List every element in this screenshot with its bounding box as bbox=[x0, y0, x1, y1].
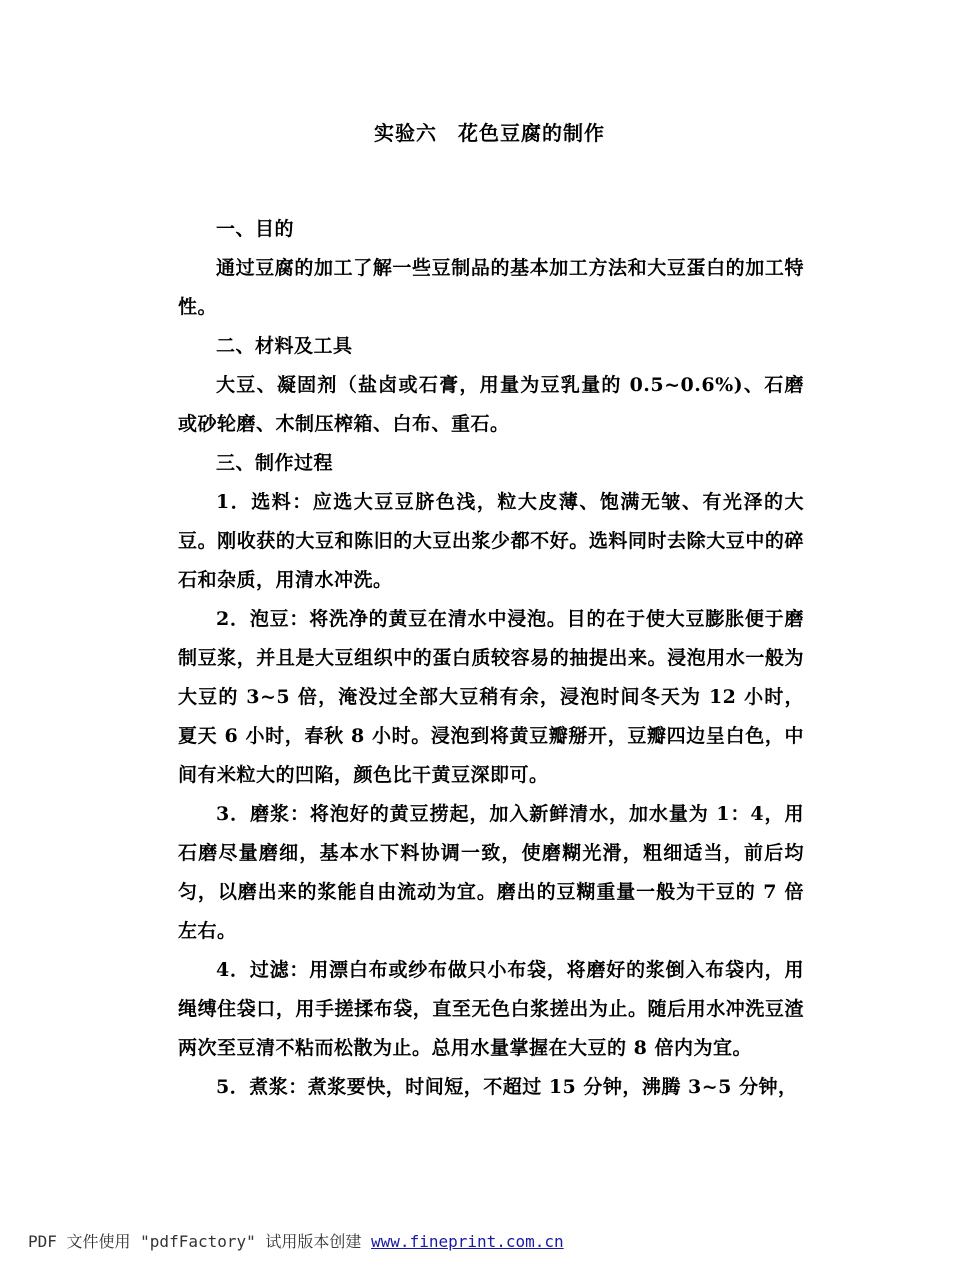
footer-text: PDF 文件使用 "pdfFactory" 试用版本创建 bbox=[28, 1232, 372, 1251]
paragraph-step-5: 5．煮浆：煮浆要快，时间短，不超过 15 分钟，沸腾 3~5 分钟， bbox=[216, 1076, 798, 1098]
section-heading-materials: 二、材料及工具 bbox=[216, 335, 353, 357]
fineprint-link[interactable]: www.fineprint.com.cn bbox=[371, 1232, 564, 1251]
section-heading-process: 三、制作过程 bbox=[216, 452, 334, 474]
paragraph-step-1: 1．选料：应选大豆豆脐色浅，粒大皮薄、饱满无皱、有光泽的大豆。刚收获的大豆和陈旧的大豆出浆少都不好。选料同时去除大豆中的碎石和杂质，用清水冲洗。 bbox=[178, 491, 804, 591]
paragraph-purpose: 通过豆腐的加工了解一些豆制品的基本加工方法和大豆蛋白的加工特性。 bbox=[178, 257, 804, 318]
paragraph-step-2: 2．泡豆：将洗净的黄豆在清水中浸泡。目的在于使大豆膨胀便于磨制豆浆，并且是大豆组织中的蛋白质较容易的抽提出来。浸泡用水一般为大豆的 3~5 倍，淹没过全部大豆稍有余，浸泡时间冬天为 12 小时，夏天 6 小时，春秋 8 小时。浸泡到将黄豆瓣掰开，豆瓣四边呈白色，中间有米粒大的凹陷，颜色比干黄豆深即可。 bbox=[178, 608, 804, 786]
document-body bbox=[178, 210, 804, 1107]
paragraph-step-4: 4．过滤：用漂白布或纱布做只小布袋，将磨好的浆倒入布袋内，用绳缚住袋口，用手搓揉布袋，直至无色白浆搓出为止。随后用水冲洗豆渣两次至豆清不粘而松散为止。总用水量掌握在大豆的 8 倍内为宜。 bbox=[178, 959, 804, 1059]
document-title: 实验六 花色豆腐的制作 bbox=[374, 121, 605, 145]
pdf-footer bbox=[28, 1230, 564, 1254]
section-heading-purpose: 一、目的 bbox=[216, 218, 295, 240]
paragraph-step-3: 3．磨浆：将泡好的黄豆捞起，加入新鲜清水，加水量为 1：4，用石磨尽量磨细，基本水下料协调一致，使磨糊光滑，粗细适当，前后均匀，以磨出来的浆能自由流动为宜。磨出的豆糊重量一般为干豆的 7 倍左右。 bbox=[178, 803, 804, 942]
paragraph-materials: 大豆、凝固剂（盐卤或石膏，用量为豆乳量的 0.5~0.6%)、石磨或砂轮磨、木制压榨箱、白布、重石。 bbox=[178, 374, 804, 435]
